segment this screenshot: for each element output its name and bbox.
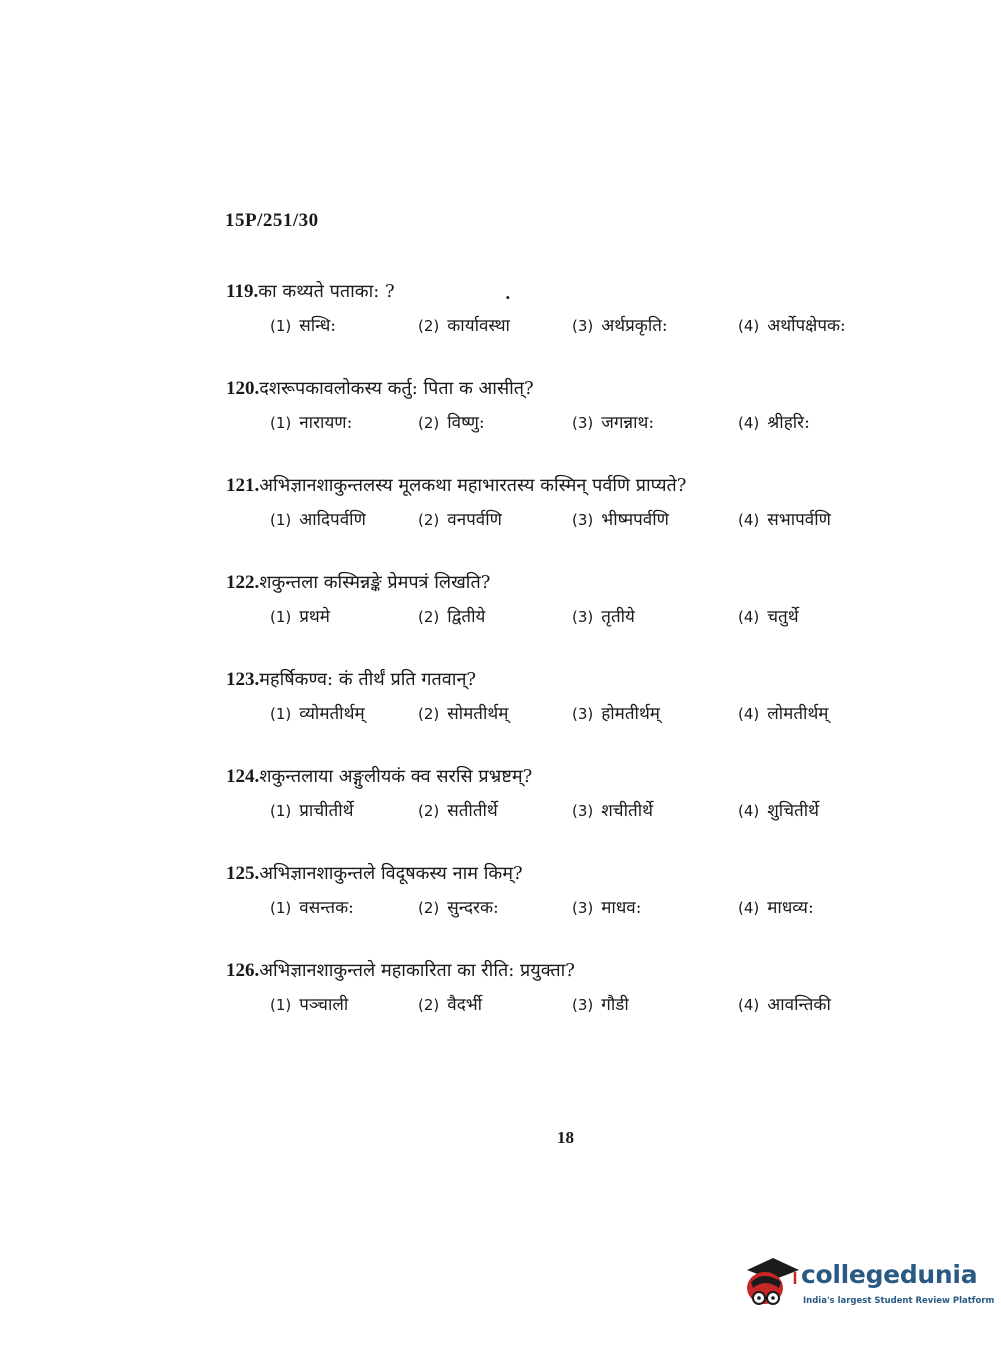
question-text: अभिज्ञानशाकुन्तले महाकारिता का रीति: प्रयुक्ता?	[259, 960, 575, 981]
question-text: शकुन्तला कस्मिन्नङ्के प्रेमपत्रं लिखति?	[259, 572, 491, 593]
option-text: विष्णु:	[447, 413, 485, 433]
option-3	[572, 798, 653, 821]
options-row	[226, 992, 926, 1022]
question-line	[226, 571, 926, 595]
option-text: शुचितीर्थे	[767, 801, 819, 821]
option-2	[418, 507, 502, 530]
option-text: आदिपर्वणि	[299, 510, 366, 530]
option-number: (2)	[418, 802, 440, 820]
question-line	[226, 862, 926, 886]
option-2	[418, 992, 482, 1015]
option-number: (1)	[270, 705, 292, 723]
question-line	[226, 668, 926, 692]
option-number: (2)	[418, 705, 440, 723]
option-number: (4)	[738, 996, 760, 1014]
question-item	[226, 765, 926, 828]
question-line	[226, 959, 926, 983]
question-line	[226, 377, 926, 401]
question-item	[226, 862, 926, 925]
question-text: अभिज्ञानशाकुन्तलस्य मूलकथा महाभारतस्य कस्मिन् पर्वणि प्राप्यते?	[259, 475, 687, 496]
option-1	[270, 992, 348, 1015]
option-number: (3)	[572, 996, 594, 1014]
option-1	[270, 895, 354, 918]
option-number: (4)	[738, 414, 760, 432]
option-text: सोमतीर्थम्	[447, 704, 509, 724]
option-number: (1)	[270, 414, 292, 432]
option-number: (4)	[738, 608, 760, 626]
question-number: 121.	[226, 475, 260, 496]
option-2	[418, 701, 508, 724]
option-number: (2)	[418, 996, 440, 1014]
option-2	[418, 798, 498, 821]
option-2	[418, 410, 485, 433]
option-2	[418, 313, 510, 336]
option-text: चतुर्थे	[767, 607, 799, 627]
option-text: शचीतीर्थे	[601, 801, 653, 821]
option-text: नारायण:	[299, 413, 353, 433]
option-number: (3)	[572, 414, 594, 432]
option-number: (3)	[572, 802, 594, 820]
options-row	[226, 410, 926, 440]
option-number: (2)	[418, 511, 440, 529]
option-1	[270, 604, 330, 627]
options-row	[226, 895, 926, 925]
question-item	[226, 474, 926, 537]
option-text: आवन्तिकी	[767, 995, 831, 1015]
question-item	[226, 668, 926, 731]
question-line	[226, 765, 926, 789]
option-3	[572, 507, 669, 530]
option-3	[572, 895, 641, 918]
mascot-icon	[743, 1252, 801, 1316]
question-number: 119.	[226, 281, 259, 302]
question-number: 125.	[226, 863, 260, 884]
option-text: प्राचीतीर्थे	[299, 801, 354, 821]
option-number: (1)	[270, 608, 292, 626]
question-number: 120.	[226, 378, 260, 399]
option-text: सतीतीर्थे	[447, 801, 498, 821]
option-text: माधव्य:	[767, 898, 814, 918]
option-text: जगन्नाथ:	[601, 413, 655, 433]
option-text: वसन्तक:	[299, 898, 354, 918]
option-number: (3)	[572, 705, 594, 723]
question-text: दशरूपकावलोकस्य कर्तु: पिता क आसीत्?	[259, 378, 534, 399]
option-number: (4)	[738, 899, 760, 917]
option-number: (3)	[572, 317, 594, 335]
question-number: 122.	[226, 572, 260, 593]
option-text: अर्थोपक्षेपक:	[767, 316, 846, 336]
collegedunia-logo	[743, 1252, 995, 1316]
option-number: (3)	[572, 608, 594, 626]
option-number: (2)	[418, 608, 440, 626]
option-4	[738, 313, 846, 336]
option-4	[738, 798, 819, 821]
option-4	[738, 895, 814, 918]
option-2	[418, 895, 499, 918]
option-number: (3)	[572, 899, 594, 917]
paper-code: 15P/251/30	[225, 210, 319, 231]
option-2	[418, 604, 485, 627]
option-number: (1)	[270, 511, 292, 529]
option-text: वैदर्भी	[447, 995, 483, 1015]
option-text: द्वितीये	[447, 607, 486, 627]
option-text: व्योमतीर्थम्	[299, 704, 365, 724]
options-row	[226, 313, 926, 343]
option-4	[738, 410, 810, 433]
question-line	[226, 474, 926, 498]
question-text: अभिज्ञानशाकुन्तले विदूषकस्य नाम किम्?	[259, 863, 523, 884]
question-text: का कथ्यते पताका: ?	[258, 281, 395, 302]
option-text: सुन्दरक:	[447, 898, 499, 918]
option-text: माधव:	[601, 898, 642, 918]
options-row	[226, 798, 926, 828]
question-item	[226, 377, 926, 440]
logo-tagline: India's largest Student Review Platform	[803, 1296, 995, 1306]
option-number: (2)	[418, 899, 440, 917]
option-number: (4)	[738, 802, 760, 820]
stray-mark: .	[505, 284, 511, 303]
option-text: वनपर्वणि	[447, 510, 502, 530]
question-text: शकुन्तलाया अङ्गुलीयकं क्व सरसि प्रभ्रष्टम्?	[259, 766, 533, 787]
option-1	[270, 507, 366, 530]
option-1	[270, 313, 336, 336]
option-number: (1)	[270, 317, 292, 335]
option-3	[572, 701, 660, 724]
option-text: सभापर्वणि	[767, 510, 831, 530]
option-text: पञ्चाली	[299, 995, 349, 1015]
option-number: (4)	[738, 317, 760, 335]
option-text: श्रीहरि:	[767, 413, 810, 433]
question-line	[226, 280, 926, 304]
option-4	[738, 701, 828, 724]
question-number: 124.	[226, 766, 260, 787]
option-number: (1)	[270, 899, 292, 917]
question-item	[226, 280, 926, 343]
question-text: महर्षिकण्व: कं तीर्थं प्रति गतवान्?	[259, 669, 477, 690]
option-number: (2)	[418, 317, 440, 335]
option-number: (2)	[418, 414, 440, 432]
option-4	[738, 992, 831, 1015]
question-item	[226, 959, 926, 1022]
option-number: (1)	[270, 996, 292, 1014]
option-number: (4)	[738, 511, 760, 529]
option-3	[572, 410, 654, 433]
option-text: भीष्मपर्वणि	[601, 510, 669, 530]
option-3	[572, 992, 629, 1015]
option-text: अर्थप्रकृति:	[601, 316, 668, 336]
logo-wordmark: collegedunia	[801, 1260, 978, 1289]
option-4	[738, 507, 831, 530]
page-number: 18	[557, 1128, 574, 1147]
options-row	[226, 701, 926, 731]
question-number: 126.	[226, 960, 260, 981]
question-item	[226, 571, 926, 634]
option-1	[270, 701, 365, 724]
option-1	[270, 798, 353, 821]
option-4	[738, 604, 799, 627]
option-number: (4)	[738, 705, 760, 723]
option-3	[572, 313, 668, 336]
option-text: सन्धि:	[299, 316, 337, 336]
options-row	[226, 507, 926, 537]
question-number: 123.	[226, 669, 260, 690]
option-3	[572, 604, 635, 627]
option-text: गौडी	[601, 995, 629, 1015]
option-number: (3)	[572, 511, 594, 529]
option-1	[270, 410, 352, 433]
option-text: प्रथमे	[299, 607, 330, 627]
options-row	[226, 604, 926, 634]
option-text: लोमतीर्थम्	[767, 704, 829, 724]
option-text: होमतीर्थम्	[601, 704, 660, 724]
option-number: (1)	[270, 802, 292, 820]
option-text: तृतीये	[601, 607, 635, 627]
option-text: कार्यावस्था	[447, 316, 510, 336]
